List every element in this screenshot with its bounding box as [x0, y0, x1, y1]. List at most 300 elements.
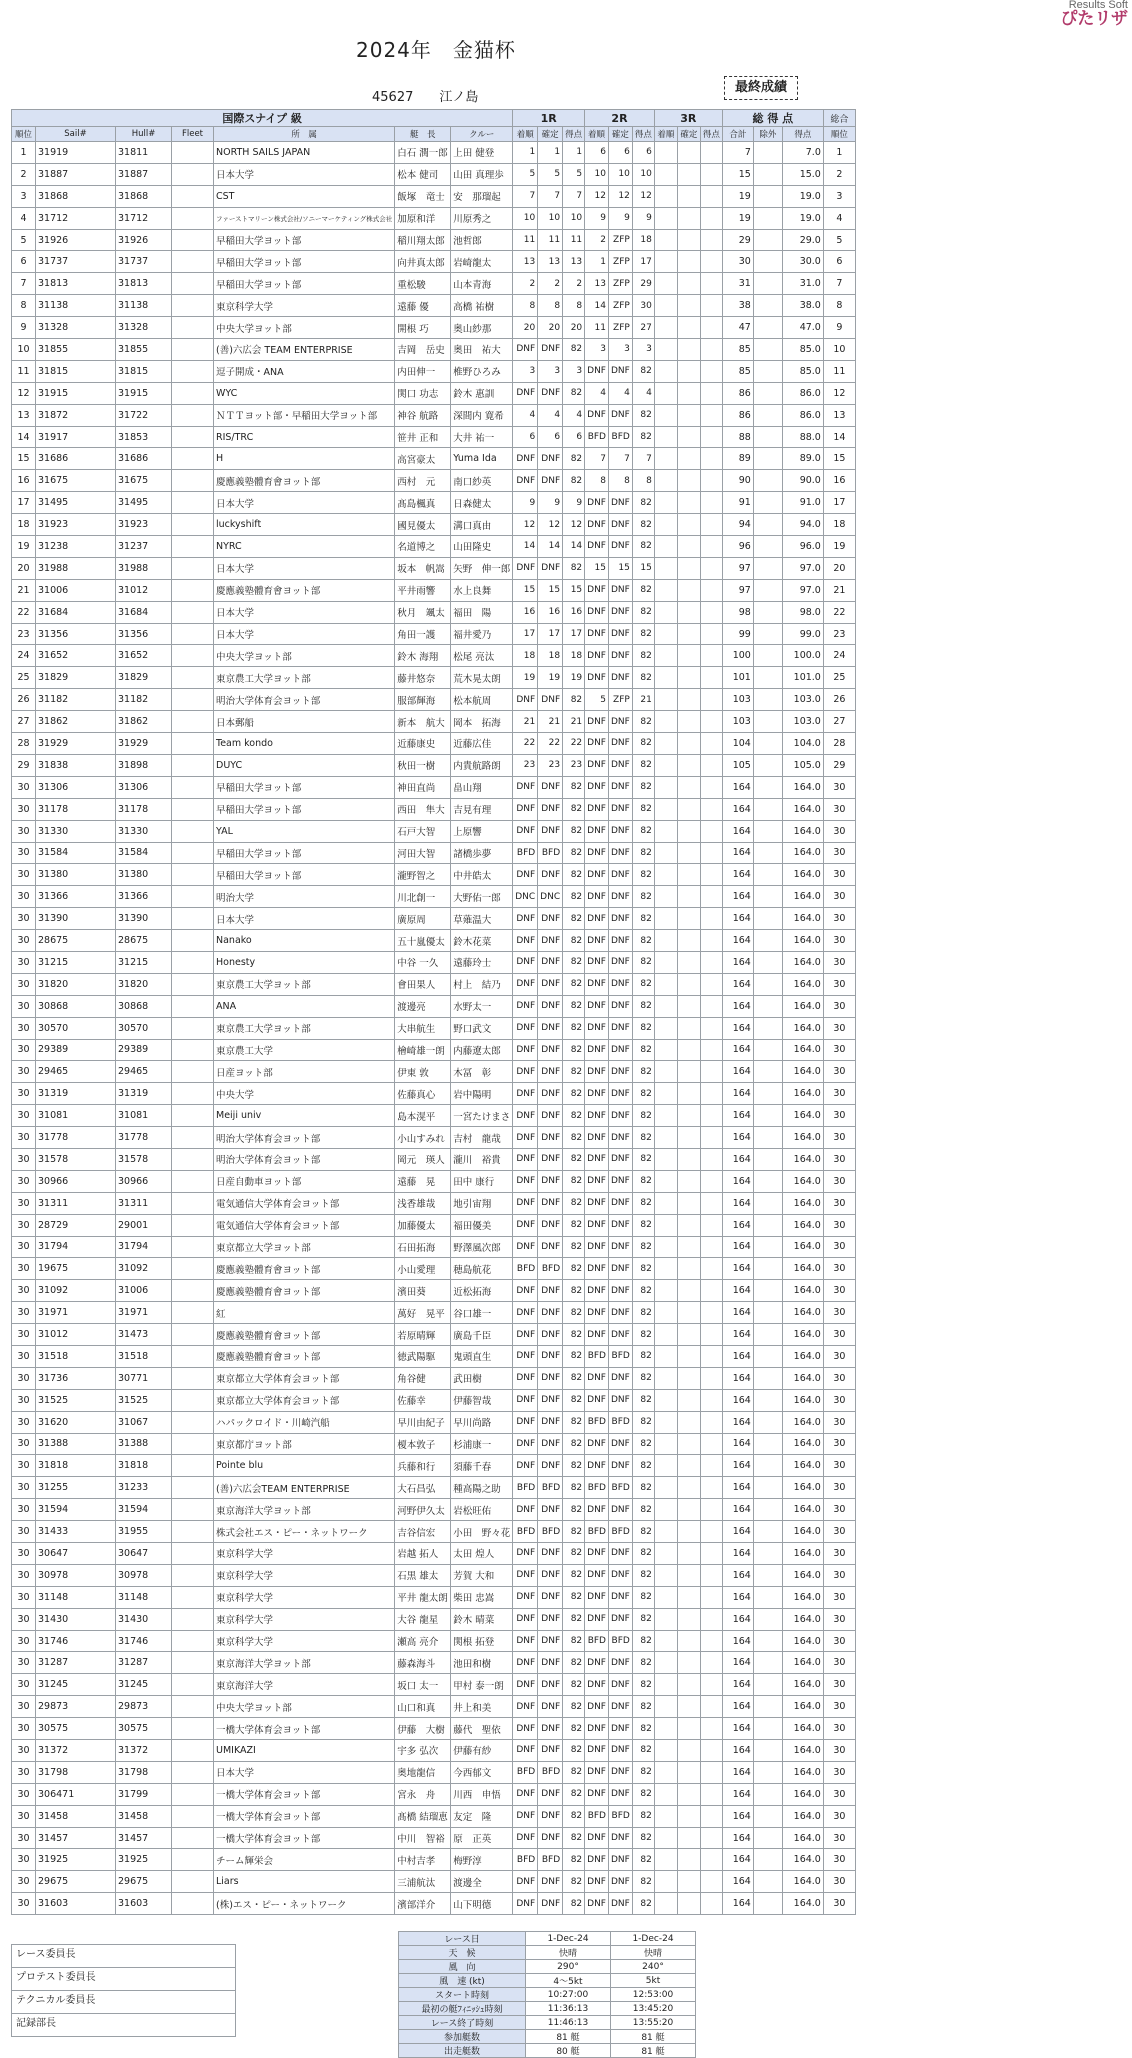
cell-sail: 31820 [36, 973, 116, 995]
table-row [12, 1740, 856, 1762]
cell-excluded [753, 1280, 782, 1302]
cell-r3-confirmed [677, 360, 700, 382]
cell-r3-confirmed [677, 426, 700, 448]
cell-skipper: 渡邊亮 [395, 995, 451, 1017]
cell-fleet [172, 295, 214, 317]
cell-crew: 畠山翔 [451, 776, 513, 798]
cell-total: 164 [722, 1236, 753, 1258]
cell-affiliation: 東京科学大学 [214, 1543, 395, 1565]
cell-r3-finish [654, 536, 677, 558]
table-row [12, 470, 856, 492]
cell-skipper: 大谷 龍星 [395, 1608, 451, 1630]
cell-fleet [172, 426, 214, 448]
cell-r3-finish [654, 1345, 677, 1367]
cell-overall-rank: 3 [823, 185, 855, 207]
cell-affiliation: YAL [214, 820, 395, 842]
cell-skipper: 秋田一樹 [395, 754, 451, 776]
cell-score: 164.0 [782, 1849, 823, 1871]
cell-excluded [753, 1783, 782, 1805]
cell-r2-confirmed: 6 [608, 142, 632, 164]
cell-crew: 今西郁文 [451, 1761, 513, 1783]
cell-r2-confirmed: DNF [608, 1586, 632, 1608]
cell-skipper: 神谷 航路 [395, 404, 451, 426]
cell-hull: 31525 [116, 1389, 172, 1411]
cell-r2-finish: DNF [585, 1543, 609, 1565]
cell-r3-confirmed [677, 1105, 700, 1127]
cell-r2-confirmed: 12 [608, 185, 632, 207]
cell-hull: 30570 [116, 1017, 172, 1039]
table-row [12, 1783, 856, 1805]
cell-r3-finish [654, 163, 677, 185]
cell-r2-finish: DNF [585, 1170, 609, 1192]
cell-r3-points [700, 1674, 722, 1696]
cell-overall-rank: 30 [823, 1411, 855, 1433]
cell-r1-points: 82 [563, 1871, 585, 1893]
cell-fleet [172, 448, 214, 470]
condition-r2: 5kt [611, 1974, 696, 1988]
cell-overall-rank: 30 [823, 776, 855, 798]
cell-fleet [172, 689, 214, 711]
cell-overall-rank: 18 [823, 514, 855, 536]
cell-fleet [172, 1039, 214, 1061]
cell-r2-points: 82 [632, 1740, 654, 1762]
cell-r1-points: 23 [563, 754, 585, 776]
cell-affiliation: luckyshift [214, 514, 395, 536]
cell-r2-confirmed: ZFP [608, 689, 632, 711]
table-row [12, 579, 856, 601]
cell-r1-confirmed: 1 [538, 142, 563, 164]
cell-r1-points: 10 [563, 207, 585, 229]
cell-score: 164.0 [782, 1564, 823, 1586]
cell-skipper: 角田一護 [395, 623, 451, 645]
cell-affiliation: 東京科学大学 [214, 1586, 395, 1608]
cell-r3-finish [654, 1214, 677, 1236]
cell-sail: 31238 [36, 536, 116, 558]
cell-r1-confirmed: DNF [538, 776, 563, 798]
cell-r1-confirmed: DNF [538, 1061, 563, 1083]
cell-r2-finish: DNF [585, 1893, 609, 1915]
cell-r1-finish: 3 [513, 360, 538, 382]
cell-sail: 31372 [36, 1740, 116, 1762]
cell-hull: 29675 [116, 1871, 172, 1893]
cell-total: 164 [722, 1017, 753, 1039]
cell-r2-points: 21 [632, 689, 654, 711]
cell-excluded [753, 1564, 782, 1586]
cell-overall-rank: 30 [823, 1214, 855, 1236]
cell-score: 90.0 [782, 470, 823, 492]
cell-rank: 15 [12, 448, 36, 470]
cell-r1-finish: DNF [513, 448, 538, 470]
table-row [12, 1761, 856, 1783]
cell-r1-points: 82 [563, 973, 585, 995]
cell-skipper: 石田拓海 [395, 1236, 451, 1258]
cell-total: 164 [722, 1170, 753, 1192]
cell-excluded [753, 1499, 782, 1521]
cell-r3-confirmed [677, 1302, 700, 1324]
cell-r2-points: 82 [632, 404, 654, 426]
cell-skipper: 國見優太 [395, 514, 451, 536]
cell-r3-points [700, 207, 722, 229]
cell-crew: 福田 陽 [451, 601, 513, 623]
cell-rank: 30 [12, 1367, 36, 1389]
cell-rank: 30 [12, 1499, 36, 1521]
cell-r3-confirmed [677, 711, 700, 733]
cell-r1-points: 82 [563, 798, 585, 820]
cell-crew: 木冨 彰 [451, 1061, 513, 1083]
cell-total: 164 [722, 1345, 753, 1367]
cell-r1-confirmed: DNF [538, 1543, 563, 1565]
cell-fleet [172, 470, 214, 492]
cell-r2-confirmed: DNF [608, 645, 632, 667]
official-row [12, 1991, 236, 2014]
cell-crew: 岩松旺佑 [451, 1499, 513, 1521]
cell-hull: 31287 [116, 1652, 172, 1674]
cell-r1-points: 82 [563, 1214, 585, 1236]
cell-r2-confirmed: DNF [608, 492, 632, 514]
cell-score: 164.0 [782, 1061, 823, 1083]
condition-r2: 快晴 [611, 1946, 696, 1960]
cell-excluded [753, 1827, 782, 1849]
cell-r3-confirmed [677, 273, 700, 295]
cell-r2-points: 15 [632, 557, 654, 579]
cell-r1-points: 82 [563, 1630, 585, 1652]
r3-confirmed: 確定 [677, 127, 700, 142]
cell-r1-confirmed: DNF [538, 1827, 563, 1849]
cell-r3-confirmed [677, 251, 700, 273]
cell-overall-rank: 29 [823, 754, 855, 776]
cell-rank: 30 [12, 1586, 36, 1608]
table-row [12, 820, 856, 842]
col-skipper: 艇 長 [395, 127, 451, 142]
cell-r3-confirmed [677, 601, 700, 623]
cell-r3-finish [654, 908, 677, 930]
cell-total: 164 [722, 1127, 753, 1149]
cell-affiliation: 東京農工大学 [214, 1039, 395, 1061]
cell-fleet [172, 908, 214, 930]
cell-excluded [753, 1127, 782, 1149]
cell-skipper: 濱部洋介 [395, 1893, 451, 1915]
cell-total: 164 [722, 1740, 753, 1762]
cell-overall-rank: 24 [823, 645, 855, 667]
cell-r2-finish: DNF [585, 645, 609, 667]
col-score: 得点 [782, 127, 823, 142]
cell-r3-confirmed [677, 798, 700, 820]
cell-r3-points [700, 623, 722, 645]
cell-affiliation: Pointe blu [214, 1455, 395, 1477]
cell-overall-rank: 30 [823, 1061, 855, 1083]
cell-r2-finish: DNF [585, 623, 609, 645]
cell-r1-confirmed: 4 [538, 404, 563, 426]
cell-fleet [172, 1586, 214, 1608]
cell-r3-points [700, 1411, 722, 1433]
cell-r1-finish: DNF [513, 951, 538, 973]
cell-r2-finish: DNF [585, 1499, 609, 1521]
cell-r3-finish [654, 1674, 677, 1696]
cell-r1-confirmed: 6 [538, 426, 563, 448]
cell-skipper: 萬好 晃平 [395, 1302, 451, 1324]
cell-r3-points [700, 492, 722, 514]
col-sail: Sail# [36, 127, 116, 142]
cell-affiliation: 東京都立大学ヨット部 [214, 1236, 395, 1258]
cell-r3-confirmed [677, 1674, 700, 1696]
cell-r1-points: 82 [563, 470, 585, 492]
cell-affiliation: 明治大学体育会ヨット部 [214, 1127, 395, 1149]
cell-r2-finish: DNF [585, 1674, 609, 1696]
cell-sail: 30966 [36, 1170, 116, 1192]
cell-skipper: 佐藤真心 [395, 1083, 451, 1105]
cell-overall-rank: 30 [823, 1148, 855, 1170]
cell-affiliation: (善)六広会 TEAM ENTERPRISE [214, 339, 395, 361]
cell-r2-points: 82 [632, 514, 654, 536]
cell-hull: 31737 [116, 251, 172, 273]
cell-r2-finish: DNF [585, 1389, 609, 1411]
table-row [12, 645, 856, 667]
cell-r1-points: 82 [563, 1017, 585, 1039]
cell-score: 97.0 [782, 579, 823, 601]
cell-total: 19 [722, 185, 753, 207]
cell-hull: 31898 [116, 754, 172, 776]
cell-r1-points: 82 [563, 1696, 585, 1718]
cell-r1-finish: DNF [513, 1608, 538, 1630]
cell-score: 164.0 [782, 1630, 823, 1652]
cell-r2-points: 82 [632, 1389, 654, 1411]
cell-hull: 31495 [116, 492, 172, 514]
table-row [12, 798, 856, 820]
cell-rank: 2 [12, 163, 36, 185]
cell-crew: 甲村 泰一朗 [451, 1674, 513, 1696]
cell-r2-confirmed: DNF [608, 1543, 632, 1565]
cell-r3-confirmed [677, 973, 700, 995]
cell-r1-finish: DNF [513, 470, 538, 492]
cell-score: 103.0 [782, 689, 823, 711]
cell-r2-points: 82 [632, 951, 654, 973]
cell-crew: Yuma Ida [451, 448, 513, 470]
cell-crew: 岡本 拓海 [451, 711, 513, 733]
cell-excluded [753, 207, 782, 229]
cell-sail: 31578 [36, 1148, 116, 1170]
cell-r1-confirmed: 21 [538, 711, 563, 733]
results-table [11, 109, 856, 1915]
cell-overall-rank: 30 [823, 973, 855, 995]
cell-overall-rank: 30 [823, 842, 855, 864]
cell-crew: 鈴木 惠訓 [451, 382, 513, 404]
cell-rank: 30 [12, 1258, 36, 1280]
condition-label: 出走艇数 [399, 2044, 526, 2058]
cell-r1-points: 82 [563, 1564, 585, 1586]
cell-crew: 渡邊全 [451, 1871, 513, 1893]
cell-r1-confirmed: 9 [538, 492, 563, 514]
cell-r3-finish [654, 667, 677, 689]
table-row [12, 1324, 856, 1346]
cell-fleet [172, 623, 214, 645]
cell-hull: 31923 [116, 514, 172, 536]
cell-fleet [172, 842, 214, 864]
cell-sail: 29465 [36, 1061, 116, 1083]
cell-r2-finish: DNF [585, 1105, 609, 1127]
cell-r3-confirmed [677, 645, 700, 667]
cell-skipper: 高宮豪太 [395, 448, 451, 470]
cell-r1-confirmed: DNF [538, 1696, 563, 1718]
cell-rank: 13 [12, 404, 36, 426]
cell-sail: 31813 [36, 273, 116, 295]
cell-r1-points: 82 [563, 1039, 585, 1061]
results-soft-logo [1060, 0, 1128, 28]
cell-hull: 31233 [116, 1477, 172, 1499]
cell-r1-confirmed: DNF [538, 1039, 563, 1061]
cell-r1-points: 82 [563, 1258, 585, 1280]
cell-skipper: 石戸大智 [395, 820, 451, 842]
cell-affiliation: 電気通信大学体育会ヨット部 [214, 1192, 395, 1214]
cell-overall-rank: 30 [823, 886, 855, 908]
cell-r3-finish [654, 1761, 677, 1783]
cell-r2-points: 82 [632, 995, 654, 1017]
cell-skipper: 西田 隼大 [395, 798, 451, 820]
cell-r2-confirmed: DNF [608, 1258, 632, 1280]
cell-total: 94 [722, 514, 753, 536]
cell-total: 91 [722, 492, 753, 514]
cell-sail: 31319 [36, 1083, 116, 1105]
cell-r1-finish: 16 [513, 601, 538, 623]
table-row [12, 842, 856, 864]
cell-r1-confirmed: DNF [538, 382, 563, 404]
cell-hull: 31855 [116, 339, 172, 361]
cell-fleet [172, 1477, 214, 1499]
cell-r3-points [700, 1302, 722, 1324]
cell-r2-finish: 6 [585, 142, 609, 164]
cell-fleet [172, 733, 214, 755]
cell-r1-finish: DNF [513, 1214, 538, 1236]
table-row [12, 1718, 856, 1740]
cell-r3-points [700, 1521, 722, 1543]
cell-r3-finish [654, 1367, 677, 1389]
cell-r1-confirmed: DNF [538, 1455, 563, 1477]
cell-r2-points: 82 [632, 645, 654, 667]
cell-r2-confirmed: DNF [608, 360, 632, 382]
cell-r2-finish: 14 [585, 295, 609, 317]
cell-score: 164.0 [782, 1302, 823, 1324]
cell-total: 38 [722, 295, 753, 317]
cell-r2-points: 82 [632, 1871, 654, 1893]
cell-hull: 31722 [116, 404, 172, 426]
cell-rank: 30 [12, 1740, 36, 1762]
cell-r3-points [700, 1827, 722, 1849]
cell-score: 88.0 [782, 426, 823, 448]
cell-sail: 31915 [36, 382, 116, 404]
table-row [12, 1389, 856, 1411]
race-1-header: 1R [513, 110, 585, 127]
cell-r2-confirmed: DNF [608, 886, 632, 908]
cell-r1-finish: BFD [513, 1849, 538, 1871]
cell-r3-confirmed [677, 492, 700, 514]
cell-score: 164.0 [782, 1718, 823, 1740]
cell-r2-points: 82 [632, 1608, 654, 1630]
cell-fleet [172, 820, 214, 842]
cell-sail: 31868 [36, 185, 116, 207]
cell-hull: 31746 [116, 1630, 172, 1652]
cell-r2-points: 82 [632, 360, 654, 382]
cell-affiliation: 東京科学大学 [214, 295, 395, 317]
cell-sail: 31255 [36, 1477, 116, 1499]
cell-rank: 16 [12, 470, 36, 492]
cell-r3-finish [654, 1083, 677, 1105]
cell-r3-points [700, 1696, 722, 1718]
cell-skipper: 秋月 颯太 [395, 601, 451, 623]
cell-excluded [753, 689, 782, 711]
cell-r2-points: 12 [632, 185, 654, 207]
condition-row [399, 1988, 696, 2002]
cell-r3-points [700, 1761, 722, 1783]
cell-r1-points: 21 [563, 711, 585, 733]
cell-affiliation: 早稲田大学ヨット部 [214, 798, 395, 820]
cell-crew: 村上 結乃 [451, 973, 513, 995]
cell-r2-confirmed: DNF [608, 1367, 632, 1389]
cell-skipper: 小山すみれ [395, 1127, 451, 1149]
cell-crew: 池哲郎 [451, 229, 513, 251]
cell-total: 164 [722, 1543, 753, 1565]
cell-overall-rank: 30 [823, 951, 855, 973]
cell-sail: 31328 [36, 317, 116, 339]
cell-r2-finish: BFD [585, 1411, 609, 1433]
cell-hull: 31603 [116, 1893, 172, 1915]
cell-hull: 31915 [116, 382, 172, 404]
cell-r1-finish: DNF [513, 557, 538, 579]
cell-hull: 31811 [116, 142, 172, 164]
cell-hull: 31430 [116, 1608, 172, 1630]
cell-total: 89 [722, 448, 753, 470]
cell-r3-finish [654, 1127, 677, 1149]
cell-sail: 31356 [36, 623, 116, 645]
cell-excluded [753, 798, 782, 820]
table-row [12, 1433, 856, 1455]
cell-r1-confirmed: DNF [538, 1783, 563, 1805]
cell-crew: 小田 野々花 [451, 1521, 513, 1543]
cell-r2-points: 82 [632, 973, 654, 995]
cell-score: 164.0 [782, 930, 823, 952]
cell-crew: 杉浦康一 [451, 1433, 513, 1455]
cell-total: 164 [722, 1302, 753, 1324]
cell-sail: 31525 [36, 1389, 116, 1411]
cell-r1-confirmed: DNF [538, 557, 563, 579]
cell-skipper: 小山愛理 [395, 1258, 451, 1280]
table-row [12, 1061, 856, 1083]
cell-overall-rank: 30 [823, 1433, 855, 1455]
cell-r1-points: 82 [563, 1367, 585, 1389]
cell-r3-points [700, 754, 722, 776]
cell-r2-points: 82 [632, 1148, 654, 1170]
cell-overall-rank: 30 [823, 1324, 855, 1346]
cell-crew: 武田樹 [451, 1367, 513, 1389]
cell-hull: 31366 [116, 886, 172, 908]
cell-rank: 30 [12, 1521, 36, 1543]
r1-points: 得点 [563, 127, 585, 142]
cell-r3-confirmed [677, 163, 700, 185]
cell-score: 47.0 [782, 317, 823, 339]
cell-r2-points: 82 [632, 1280, 654, 1302]
cell-score: 164.0 [782, 1367, 823, 1389]
cell-affiliation: 日本大学 [214, 163, 395, 185]
cell-r3-finish [654, 1521, 677, 1543]
cell-crew: 関根 拓登 [451, 1630, 513, 1652]
cell-r2-confirmed: DNF [608, 1017, 632, 1039]
cell-crew: 福田優美 [451, 1214, 513, 1236]
cell-r1-confirmed: 17 [538, 623, 563, 645]
cell-r2-points: 82 [632, 1258, 654, 1280]
cell-fleet [172, 1236, 214, 1258]
cell-r2-confirmed: DNF [608, 667, 632, 689]
cell-hull: 31820 [116, 973, 172, 995]
cell-r3-confirmed [677, 514, 700, 536]
condition-label: レース終了時刻 [399, 2016, 526, 2030]
